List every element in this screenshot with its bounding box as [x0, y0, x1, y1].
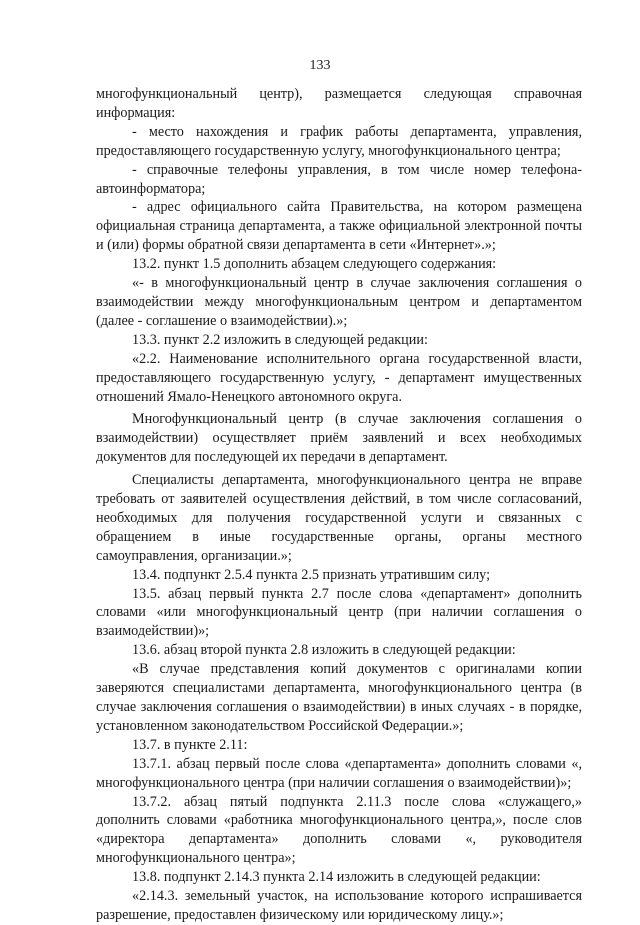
paragraph: «2.14.3. земельный участок, на использование которого испрашивается разрешение, предоставлен физическому или юридическому лицу.»;: [96, 888, 582, 923]
page-number: 133: [309, 58, 331, 73]
document-body: [96, 85, 582, 925]
paragraph: Многофункциональный центр (в случае заключения соглашения о взаимодействии) осуществляет приём заявлений и всех необходимых документов для последующей их передачи в департамент.: [96, 411, 582, 466]
paragraph: - место нахождения и график работы департамента, управления, предоставляющего государственную услугу, многофункционального центра;: [96, 123, 582, 159]
paragraph: 13.4. подпункт 2.5.4 пункта 2.5 признать утратившим силу;: [132, 566, 491, 583]
paragraph: «- в многофункциональный центр в случае заключения соглашения о взаимодействии между многофункциональным центром и департаментом (далее - соглашение о взаимодействии).»;: [96, 275, 582, 329]
paragraph: 13.7.2. абзац пятый подпункта 2.11.3 после слова «служащего,» дополнить словами «работника многофункционального центра,», после слов «директора департамента» дополнить словами «, руководителя многофункционального центра»;: [96, 793, 582, 867]
paragraph: 13.5. абзац первый пункта 2.7 после слова «департамент» дополнить словами «или многофункциональный центр (при наличии соглашения о взаимодействии)»;: [96, 585, 582, 640]
paragraph: «В случае представления копий документов с оригиналами копии заверяются специалистами департамента, многофункционального центра (в случае заключения соглашения о взаимодействии) в иных случаях - в порядке, установленном законодательством Российской Федерации.»;: [96, 661, 582, 734]
paragraph: многофункциональный центр), размещается следующая справочная информация:: [96, 86, 582, 121]
paragraph: 13.8. подпункт 2.14.3 пункта 2.14 изложить в следующей редакции:: [132, 869, 541, 886]
paragraph: - справочные телефоны управления, в том числе номер телефона-автоинформатора;: [96, 161, 582, 197]
paragraph: 13.7.1. абзац первый после слова «департамента» дополнить словами «, многофункционального центра (при наличии соглашения о взаимодействии)»;: [96, 755, 582, 791]
paragraph: - адрес официального сайта Правительства, на котором размещена официальная страница департамента, а также официальной электронной почты и (или) формы обратной связи департамента в сети «Интернет».»;: [96, 199, 582, 254]
paragraph: 13.3. пункт 2.2 изложить в следующей редакции:: [132, 331, 428, 348]
paragraph: 13.6. абзац второй пункта 2.8 изложить в следующей редакции:: [132, 642, 516, 659]
paragraph: 13.7. в пункте 2.11:: [132, 736, 248, 753]
paragraph: Специалисты департамента, многофункционального центра не вправе требовать от заявителей осуществления действий, в том числе согласований, необходимых для получения государственной услуги и связанных с обращением в иные государственные органы, органы местного самоуправления, организации.»;: [96, 472, 582, 564]
paragraph: «2.2. Наименование исполнительного органа государственной власти, предоставляющего государственную услугу, - департамент имущественных отношений Ямало-Ненецкого автономного округа.: [96, 350, 582, 405]
paragraph: 13.2. пункт 1.5 дополнить абзацем следующего содержания:: [132, 256, 497, 273]
